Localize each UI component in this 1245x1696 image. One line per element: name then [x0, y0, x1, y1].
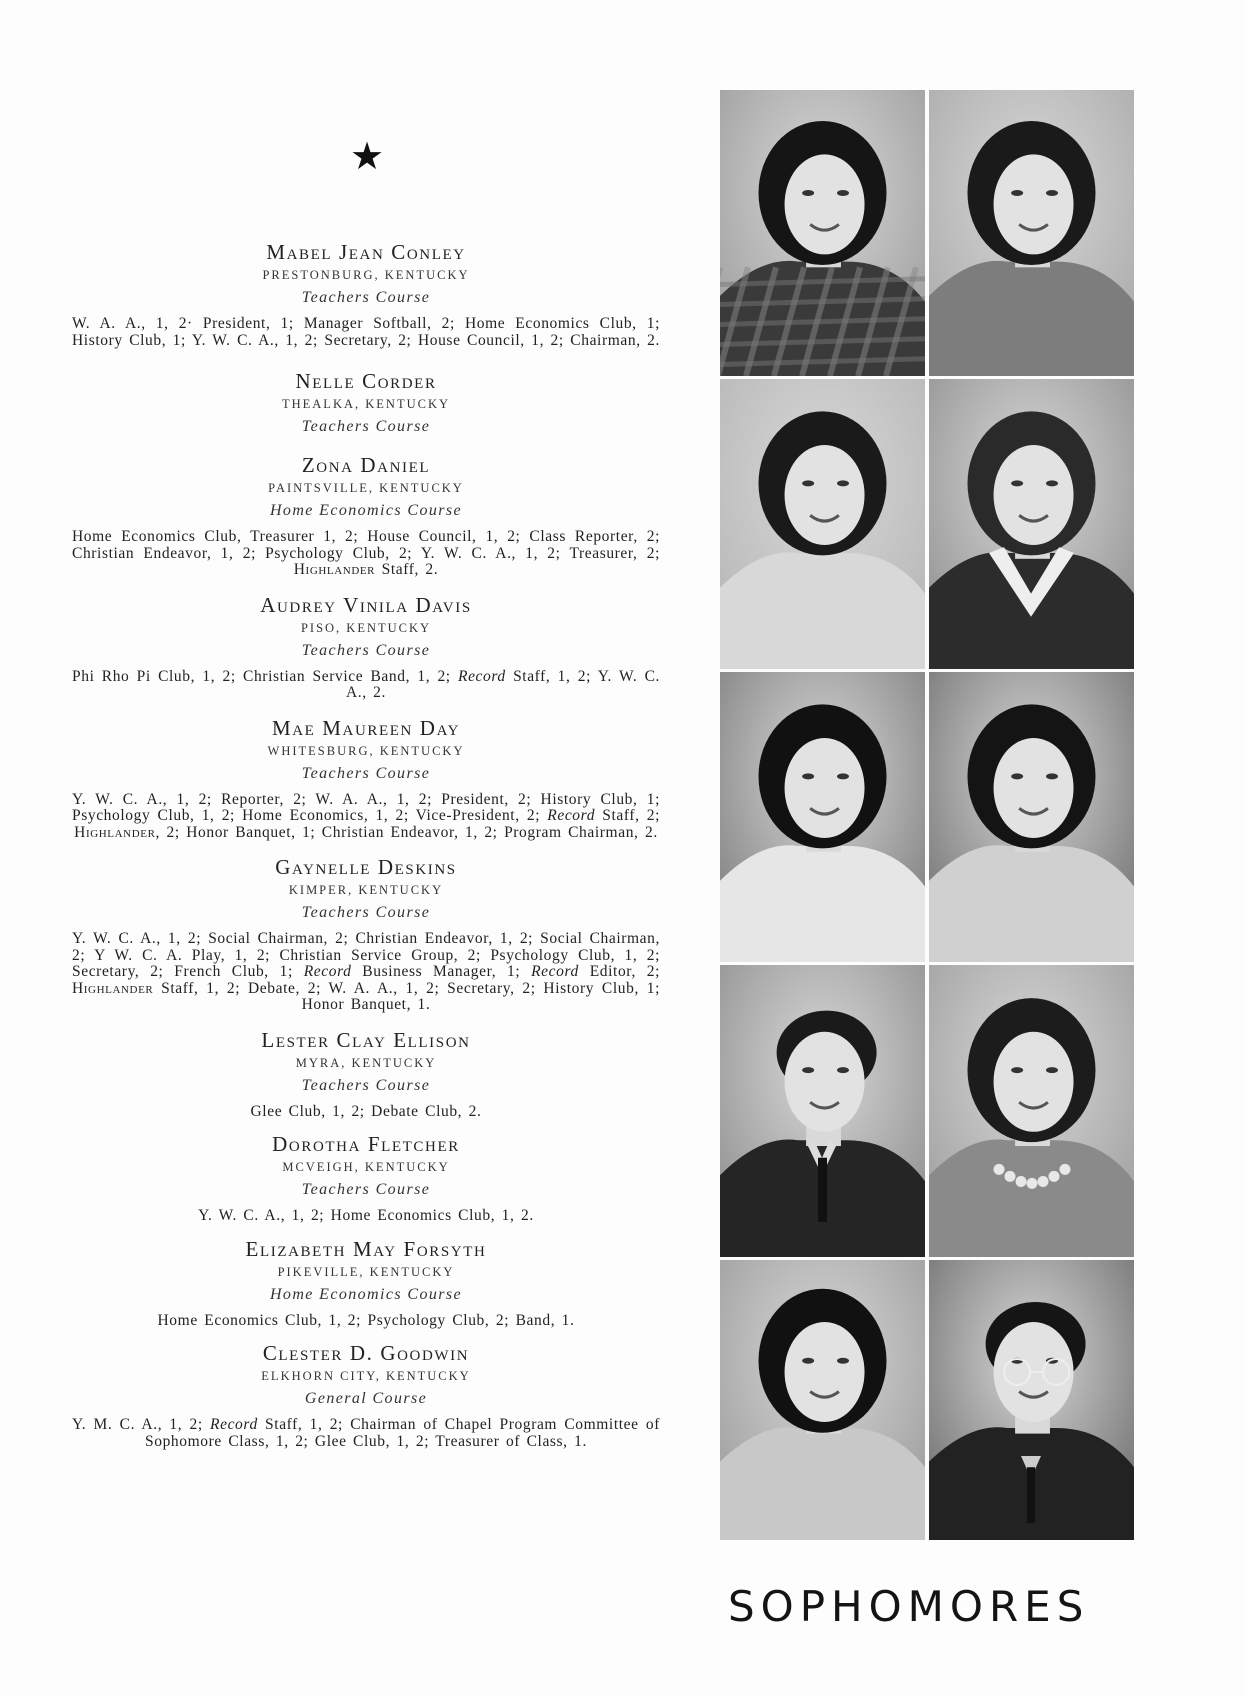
- student-name: Mae Maureen Day: [271, 715, 461, 740]
- student-listing: [72, 240, 660, 1450]
- student-portrait: [720, 965, 925, 1257]
- student-name: Lester Clay Ellison: [261, 1027, 471, 1052]
- student-name: Mabel Jean Conley: [266, 240, 466, 264]
- portrait-image: [929, 1260, 1134, 1540]
- student-portrait: [929, 379, 1134, 669]
- student-activities: [72, 1208, 660, 1225]
- star-icon: ★: [350, 136, 385, 178]
- student-course: Teachers Course: [301, 904, 431, 921]
- student-hometown: PRESTONBURG, KENTUCKY: [262, 268, 470, 282]
- student-course: Teachers Course: [301, 289, 431, 306]
- student-activities: [72, 931, 660, 1014]
- student-course: Teachers Course: [301, 1076, 431, 1094]
- activity-text: Home Economics Club, 1, 2; Psychology Club, 2; Band, 1.: [157, 1311, 575, 1329]
- student-entry: [72, 1028, 660, 1121]
- student-course: Teachers Course: [301, 1181, 431, 1198]
- italic-text: Record: [303, 963, 352, 980]
- student-entry: [72, 855, 660, 1014]
- portrait-image: [929, 965, 1134, 1257]
- student-activities: [72, 669, 660, 702]
- photo-row: [720, 965, 1134, 1257]
- activity-text: Y. W. C. A., 1, 2; Home Economics Club, 1, 2.: [198, 1207, 534, 1224]
- student-portrait: [720, 1260, 925, 1540]
- activity-text: Editor, 2;: [578, 963, 661, 980]
- activity-text: Glee Club, 1, 2; Debate Club, 2.: [250, 1102, 482, 1120]
- portrait-image: [929, 90, 1134, 376]
- activity-text: Y. W. C. A., 1, 2; Social Chairman, 2; Christian Endeavor, 1, 2; Social Chairman, 2; Y W. C. A. Play, 1, 2; Christian Service Group, 2; Psychology Club, 1, 2; Secretary, 2; French Club, 1;: [72, 930, 660, 980]
- student-name: Clester D. Goodwin: [262, 1341, 470, 1365]
- student-course: Teachers Course: [301, 641, 431, 659]
- student-hometown: ELKHORN CITY, KENTUCKY: [261, 1369, 471, 1383]
- portrait-image: [720, 379, 925, 669]
- student-hometown: MYRA, KENTUCKY: [295, 1055, 437, 1070]
- student-entry: [72, 1132, 660, 1225]
- activity-text: Staff, 2.: [375, 561, 439, 578]
- student-hometown: THEALKA, KENTUCKY: [281, 397, 450, 411]
- activity-text: Business Manager, 1;: [351, 963, 532, 980]
- activity-text: Staff, 1, 2; Y. W. C. A., 2.: [345, 667, 660, 701]
- activity-text: Staff, 1, 2; Debate, 2; W. A. A., 1, 2; Secretary, 2; History Club, 1; Honor Banquet, 1.: [153, 979, 660, 1013]
- student-activities: [72, 1104, 660, 1121]
- portrait-image: [720, 90, 925, 376]
- italic-text: Record: [531, 963, 579, 980]
- student-course: Teachers Course: [301, 764, 431, 782]
- student-entry: [72, 453, 660, 579]
- photo-grid: [720, 90, 1134, 1543]
- activity-text: Y. M. C. A., 1, 2;: [72, 1416, 211, 1433]
- student-activities: [72, 316, 660, 349]
- portrait-image: [720, 672, 925, 962]
- student-activities: [72, 529, 660, 579]
- student-hometown: PISO, KENTUCKY: [300, 620, 432, 635]
- portrait-image: [929, 672, 1134, 962]
- page-heading: SOPHOMORES: [728, 1582, 1090, 1631]
- student-hometown: PAINTSVILLE, KENTUCKY: [268, 481, 464, 495]
- student-entry: [72, 369, 660, 439]
- activity-text: Y. W. C. A., 1, 2; Reporter, 2; W. A. A., 1, 2; President, 2; History Club, 1; Psychology Club, 1, 2; Home Economics, 1, 2; Vice-President, 2;: [72, 790, 660, 824]
- student-name: Dorotha Fletcher: [272, 1132, 460, 1156]
- student-portrait: [929, 90, 1134, 376]
- student-course: Home Economics Course: [269, 1285, 463, 1303]
- student-hometown: KIMPER, KENTUCKY: [288, 883, 444, 897]
- student-hometown: PIKEVILLE, KENTUCKY: [277, 1264, 455, 1279]
- activity-text: , 2; Honor Banquet, 1; Christian Endeavor, 1, 2; Program Chairman, 2.: [155, 823, 658, 841]
- italic-text: Record: [458, 667, 506, 685]
- student-name: Audrey Vinila Davis: [260, 592, 472, 617]
- portrait-image: [720, 965, 925, 1257]
- smallcaps-text: Highlander: [293, 561, 376, 578]
- student-portrait: [929, 1260, 1134, 1540]
- portrait-image: [929, 379, 1134, 669]
- smallcaps-text: Highlander: [72, 979, 154, 997]
- activity-text: Staff, 1, 2; Chairman of Chapel Program Committee of Sophomore Class, 1, 2; Glee Club, 1, 2; Treasurer of Class, 1.: [145, 1416, 660, 1450]
- student-portrait: [720, 379, 925, 669]
- student-portrait: [929, 965, 1134, 1257]
- photo-row: [720, 1260, 1134, 1540]
- student-course: General Course: [304, 1390, 428, 1407]
- student-portrait: [720, 90, 925, 376]
- student-course: Teachers Course: [301, 418, 431, 435]
- student-name: Nelle Corder: [295, 369, 437, 393]
- student-name: Elizabeth May Forsyth: [245, 1236, 487, 1261]
- activity-text: W. A. A., 1, 2· President, 1; Manager Softball, 2; Home Economics Club, 1; History Club, 1; Y. W. C. A., 1, 2; Secretary, 2; House Council, 1, 2; Chairman, 2.: [72, 315, 660, 349]
- student-hometown: MCVEIGH, KENTUCKY: [282, 1160, 450, 1174]
- activity-text: Phi Rho Pi Club, 1, 2; Christian Service Band, 1, 2;: [72, 667, 458, 685]
- student-name: Zona Daniel: [301, 453, 431, 477]
- student-entry: [72, 1237, 660, 1330]
- activity-text: Home Economics Club, Treasurer 1, 2; House Council, 1, 2; Class Reporter, 2; Christian Endeavor, 1, 2; Psychology Club, 2; Y. W. C. A., 1, 2; Treasurer, 2;: [72, 528, 660, 562]
- student-hometown: WHITESBURG, KENTUCKY: [267, 743, 465, 758]
- student-activities: [72, 792, 660, 842]
- photo-row: [720, 90, 1134, 376]
- student-activities: [72, 1417, 660, 1450]
- smallcaps-text: Highlander: [74, 823, 156, 841]
- activity-text: Staff, 2;: [595, 807, 660, 824]
- italic-text: Record: [547, 807, 596, 824]
- student-entry: [72, 240, 660, 349]
- student-activities: [72, 1313, 660, 1330]
- student-entry: [72, 716, 660, 842]
- photo-row: [720, 379, 1134, 669]
- student-name: Gaynelle Deskins: [275, 855, 457, 879]
- student-portrait: [929, 672, 1134, 962]
- student-portrait: [720, 672, 925, 962]
- photo-row: [720, 672, 1134, 962]
- portrait-image: [720, 1260, 925, 1540]
- student-course: Home Economics Course: [269, 502, 463, 519]
- student-entry: [72, 1341, 660, 1450]
- student-entry: [72, 593, 660, 702]
- italic-text: Record: [210, 1416, 258, 1433]
